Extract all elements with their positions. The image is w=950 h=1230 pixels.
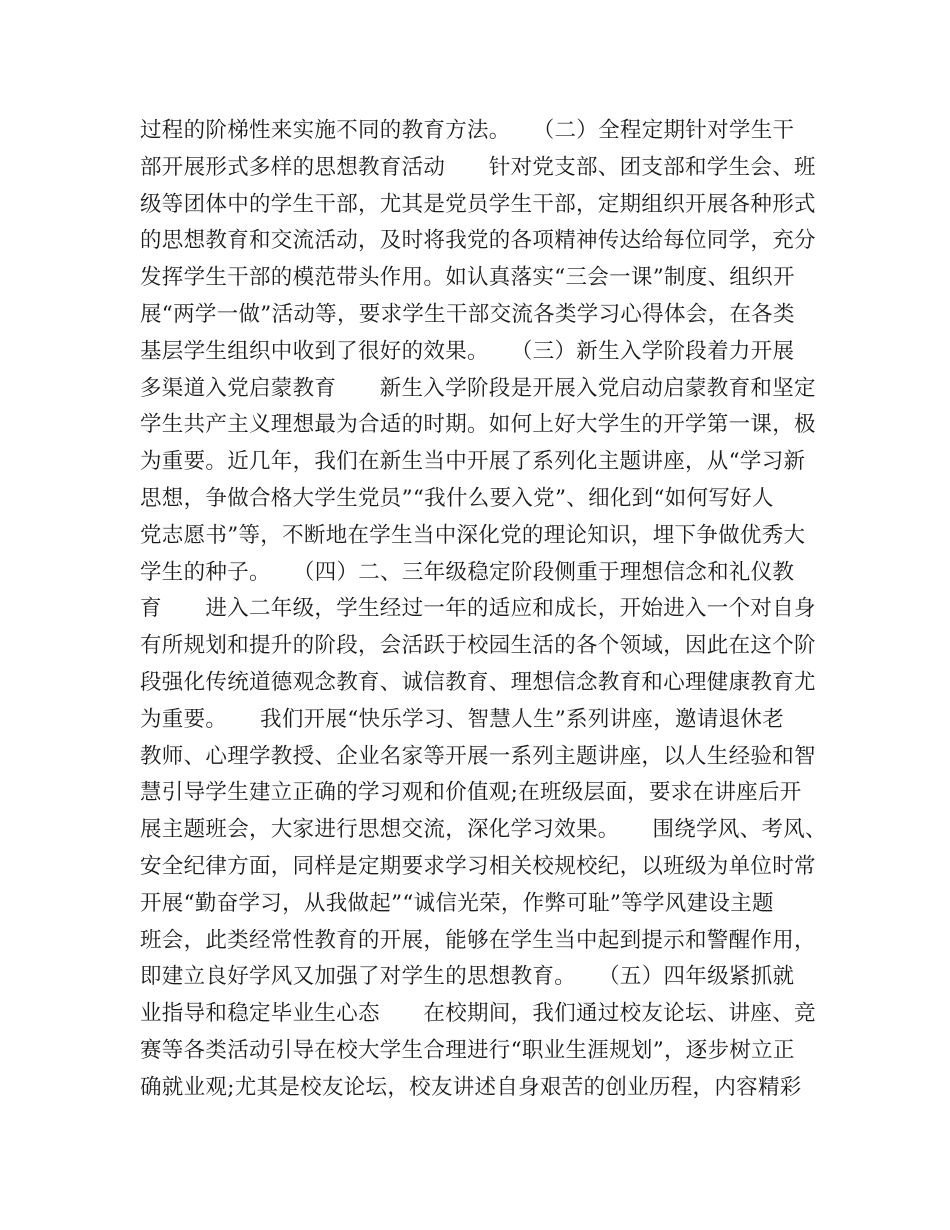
text-line: 学生共产主义理想最为合适的时期。如何上好大学生的开学第一课，极: [140, 412, 816, 438]
text-line: 党志愿书”等，不断地在学生当中深化党的理论知识，埋下争做优秀大: [140, 522, 806, 548]
text-line: 段强化传统道德观念教育、诚信教育、理想信念教育和心理健康教育尤: [140, 669, 816, 695]
text-line: 赛等各类活动引导在校大学生合理进行“职业生涯规划”，逐步树立正: [140, 1037, 795, 1063]
text-line: 的思想教育和交流活动，及时将我党的各项精神传达给每位同学，充分: [140, 228, 816, 254]
text-line: 为重要。 我们开展“快乐学习、智慧人生”系列讲座，邀请退休老: [140, 706, 785, 732]
text-line: 发挥学生干部的模范带头作用。如认真落实“三会一课”制度、组织开: [140, 265, 795, 291]
text-line: 展主题班会，大家进行思想交流，深化学习效果。 围绕学风、考风、: [140, 817, 827, 843]
text-line: 思想，争做合格大学生党员”“我什么要入党”、细化到“如何写好人: [140, 485, 774, 511]
text-line: 育 进入二年级，学生经过一年的适应和成长，开始进入一个对自身: [140, 596, 816, 622]
body-text: [140, 113, 840, 1107]
text-line: 业指导和稳定毕业生心态 在校期间，我们通过校友论坛、讲座、竞: [140, 1001, 816, 1027]
text-line: 为重要。近几年，我们在新生当中开展了系列化主题讲座，从“学习新: [140, 449, 806, 475]
text-line: 基层学生组织中收到了很好的效果。 （三）新生入学阶段着力开展: [140, 338, 795, 364]
text-line: 级等团体中的学生干部，尤其是党员学生干部，定期组织开展各种形式: [140, 191, 816, 217]
text-line: 教师、心理学教授、企业名家等开展一系列主题讲座，以人生经验和智: [140, 743, 816, 769]
text-line: 有所规划和提升的阶段，会活跃于校园生活的各个领域，因此在这个阶: [140, 633, 816, 659]
text-line: 部开展形式多样的思想教育活动 针对党支部、团支部和学生会、班: [140, 154, 816, 180]
text-line: 慧引导学生建立正确的学习观和价值观;在班级层面，要求在讲座后开: [140, 780, 802, 806]
text-line: 过程的阶梯性来实施不同的教育方法。 （二）全程定期针对学生干: [140, 118, 795, 143]
text-line: 班会，此类经常性教育的开展，能够在学生当中起到提示和警醒作用，: [140, 927, 816, 953]
text-line: 多渠道入党启蒙教育 新生入学阶段是开展入党启动启蒙教育和坚定: [140, 375, 816, 401]
text-line: 开展“勤奋学习，从我做起”“诚信光荣，作弊可耻”等学风建设主题: [140, 890, 774, 916]
text-line: 展“两学一做”活动等，要求学生干部交流各类学习心得体会，在各类: [140, 301, 795, 327]
text-line: 学生的种子。 （四）二、三年级稳定阶段侧重于理想信念和礼仪教: [140, 559, 795, 585]
text-line: 安全纪律方面，同样是定期要求学习相关校规校纪，以班级为单位时常: [140, 853, 816, 879]
text-line: 确就业观;尤其是校友论坛，校友讲述自身艰苦的创业历程，内容精彩: [140, 1074, 802, 1100]
text-line: 即建立良好学风又加强了对学生的思想教育。 （五）四年级紧抓就: [140, 964, 795, 990]
